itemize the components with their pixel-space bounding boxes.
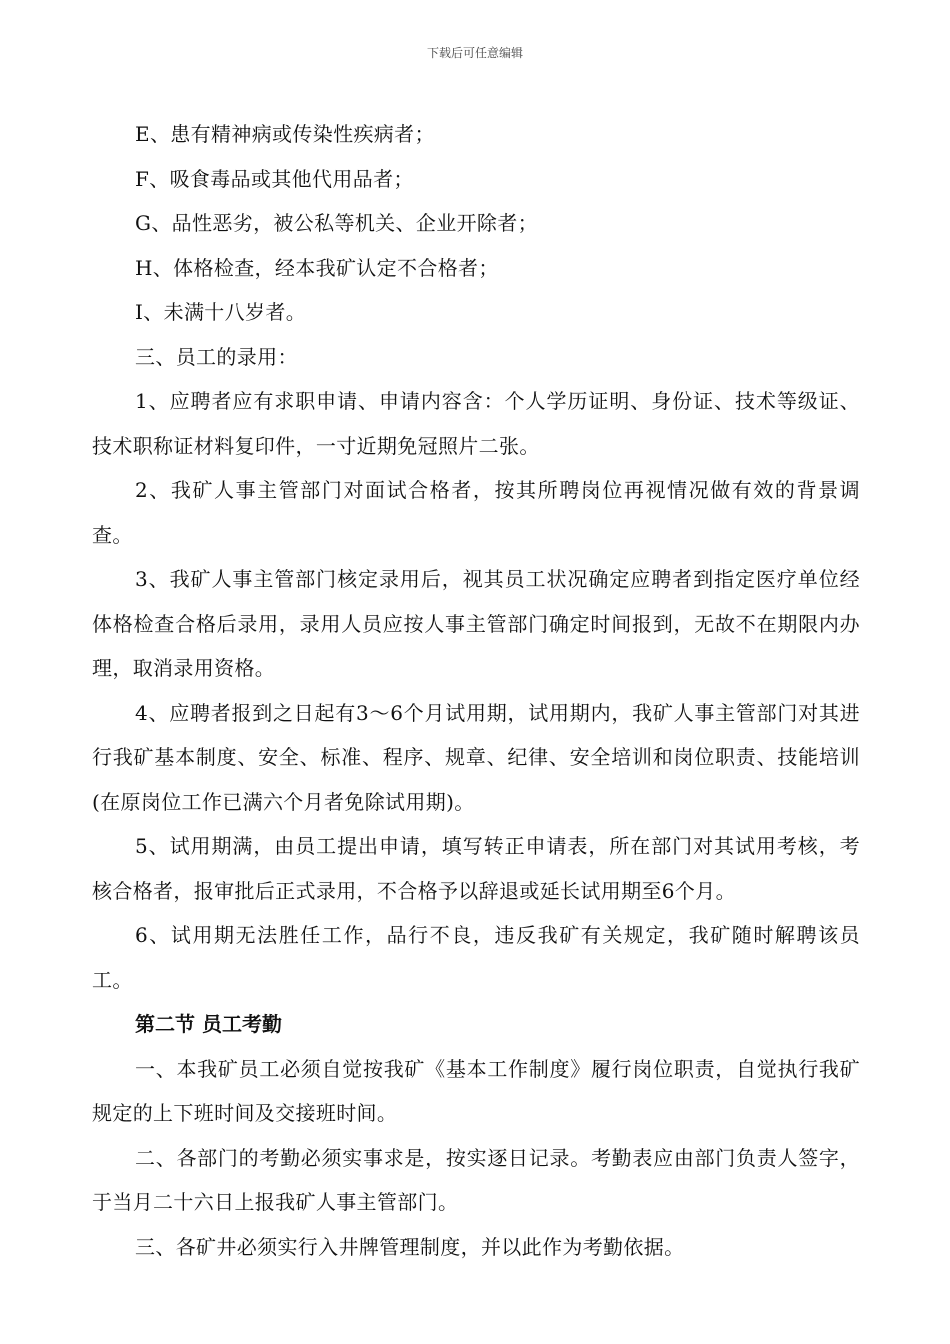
paragraph: 1、应聘者应有求职申请、申请内容含：个人学历证明、身份证、技术等级证、技术职称证材料复印件，一寸近期免冠照片二张。: [92, 389, 860, 458]
paragraph: 3、我矿人事主管部门核定录用后，视其员工状况确定应聘者到指定医疗单位经体格检查合格后录用，录用人员应按人事主管部门确定时间报到，无故不在期限内办理，取消录用资格。: [92, 567, 860, 680]
section-heading: 第二节 员工考勤: [135, 1012, 282, 1036]
document-body: [92, 112, 860, 1269]
paragraph: E、患有精神病或传染性疾病者；: [135, 122, 435, 146]
paragraph: G、品性恶劣，被公私等机关、企业开除者；: [135, 211, 538, 235]
paragraph: 4、应聘者报到之日起有3～6个月试用期，试用期内，我矿人事主管部门对其进行我矿基本制度、安全、标准、程序、规章、纪律、安全培训和岗位职责、技能培训(在原岗位工作已满六个月者免除试用期)。: [92, 700, 860, 814]
paragraph: 三、各矿井必须实行入井牌管理制度，并以此作为考勤依据。: [135, 1234, 685, 1259]
paragraph: 一、本我矿员工必须自觉按我矿《基本工作制度》履行岗位职责，自觉执行我矿规定的上下班时间及交接班时间。: [92, 1056, 860, 1125]
header-note: 下载后可任意编辑: [426, 46, 523, 60]
paragraph: 二、各部门的考勤必须实事求是，按实逐日记录。考勤表应由部门负责人签字，于当月二十六日上报我矿人事主管部门。: [92, 1145, 860, 1214]
paragraph: I、未满十八岁者。: [135, 300, 307, 324]
paragraph: F、吸食毒品或其他代用品者；: [135, 166, 414, 191]
paragraph: 5、试用期满，由员工提出申请，填写转正申请表，所在部门对其试用考核，考核合格者，报审批后正式录用，不合格予以辞退或延长试用期至6个月。: [92, 834, 860, 903]
paragraph: H、体格检查，经本我矿认定不合格者；: [135, 255, 499, 280]
subsection-title: 三、员工的录用：: [135, 344, 298, 369]
paragraph: 6、试用期无法胜任工作，品行不良，违反我矿有关规定，我矿随时解聘该员工。: [92, 923, 860, 992]
paragraph: 2、我矿人事主管部门对面试合格者，按其所聘岗位再视情况做有效的背景调查。: [92, 478, 860, 547]
